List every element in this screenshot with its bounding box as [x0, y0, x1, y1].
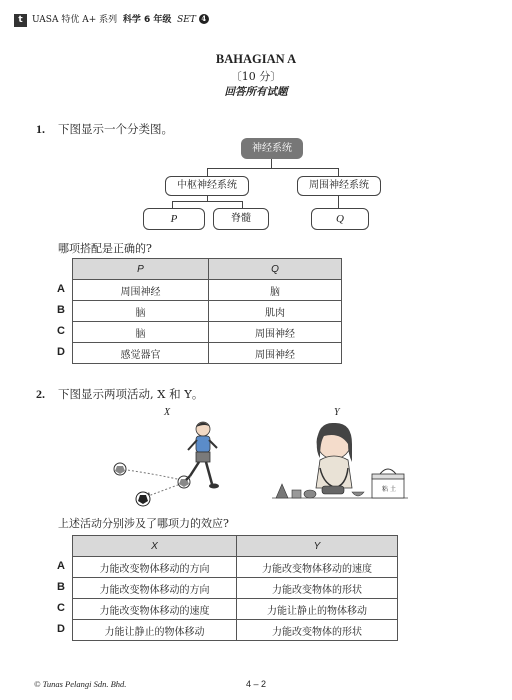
question-1-options-table	[72, 258, 342, 364]
question-1-text: 下图显示一个分类图。	[58, 122, 173, 136]
column-header-x: X	[73, 536, 237, 557]
clay-box-label: 粘 土	[382, 486, 396, 493]
question-2-number: 2.	[36, 387, 45, 401]
option-label-d: D	[57, 623, 65, 635]
table-cell: 力能改变物体移动的速度	[237, 557, 398, 578]
option-label-d: D	[57, 346, 65, 358]
table-cell: 力能改变物体移动的方向	[73, 578, 237, 599]
table-cell: 脑	[209, 280, 342, 301]
section-instruction: 回答所有试题	[224, 86, 288, 98]
option-label-b: B	[57, 304, 65, 316]
table-cell: 肌肉	[209, 301, 342, 322]
series-title: UASA 特优 A+ 系列	[32, 15, 118, 25]
table-header-row	[73, 259, 342, 280]
table-cell: 脑	[73, 322, 209, 343]
diagram-leaf-q: Q	[311, 208, 369, 230]
option-label-b: B	[57, 581, 65, 593]
set-label: SET	[177, 15, 196, 25]
table-row	[73, 620, 398, 641]
table-cell: 周围神经	[209, 322, 342, 343]
column-header-p: P	[73, 259, 209, 280]
diagram-connector	[172, 201, 243, 202]
table-row	[73, 343, 342, 364]
table-cell: 力能改变物体的形状	[237, 620, 398, 641]
table-cell: 周围神经	[73, 280, 209, 301]
diagram-leaf-p: P	[143, 208, 205, 230]
diagram-leaf-spinal-cord: 脊髓	[213, 208, 269, 230]
table-cell: 脑	[73, 301, 209, 322]
diagram-root-node: 神经系统	[241, 138, 303, 159]
table-row	[73, 557, 398, 578]
activity-y-label: Y	[334, 407, 340, 418]
footer-copyright: © Tunas Pelangi Sdn. Bhd.	[34, 679, 127, 689]
table-row	[73, 578, 398, 599]
table-row	[73, 301, 342, 322]
column-header-y: Y	[237, 536, 398, 557]
question-1-prompt: 哪项搭配是正确的?	[58, 242, 152, 255]
question-1-number: 1.	[36, 122, 45, 136]
option-label-a: A	[57, 560, 65, 572]
publisher-logo: t	[14, 14, 27, 27]
table-cell: 力能让静止的物体移动	[73, 620, 237, 641]
subject-grade: 科学 6 年级	[122, 15, 172, 25]
table-cell: 力能让静止的物体移动	[237, 599, 398, 620]
question-2-text: 下图显示两项活动, X 和 Y。	[58, 387, 204, 401]
table-row	[73, 322, 342, 343]
page-header	[32, 14, 209, 27]
diagram-node-central: 中枢神经系统	[165, 176, 249, 196]
option-label-c: C	[57, 602, 65, 614]
table-cell: 力能改变物体的形状	[237, 578, 398, 599]
diagram-node-peripheral: 周围神经系统	[297, 176, 381, 196]
activity-x-illustration	[106, 418, 226, 510]
table-cell: 周围神经	[209, 343, 342, 364]
set-number-badge: 4	[199, 14, 209, 24]
activity-x-label: X	[164, 407, 171, 418]
table-row	[73, 280, 342, 301]
table-cell: 力能改变物体移动的速度	[73, 599, 237, 620]
question-2-prompt: 上述活动分别涉及了哪项力的效应?	[58, 517, 229, 530]
section-marks: 〔10 分〕	[230, 70, 282, 83]
section-title: BAHAGIAN A	[215, 52, 297, 66]
table-cell: 感觉器官	[73, 343, 209, 364]
column-header-q: Q	[209, 259, 342, 280]
footer-page-number: 4 – 2	[245, 679, 267, 689]
table-row	[73, 599, 398, 620]
table-header-row	[73, 536, 398, 557]
question-2-options-table	[72, 535, 398, 641]
table-cell: 力能改变物体移动的方向	[73, 557, 237, 578]
option-label-a: A	[57, 283, 65, 295]
diagram-connector	[207, 168, 339, 169]
option-label-c: C	[57, 325, 65, 337]
